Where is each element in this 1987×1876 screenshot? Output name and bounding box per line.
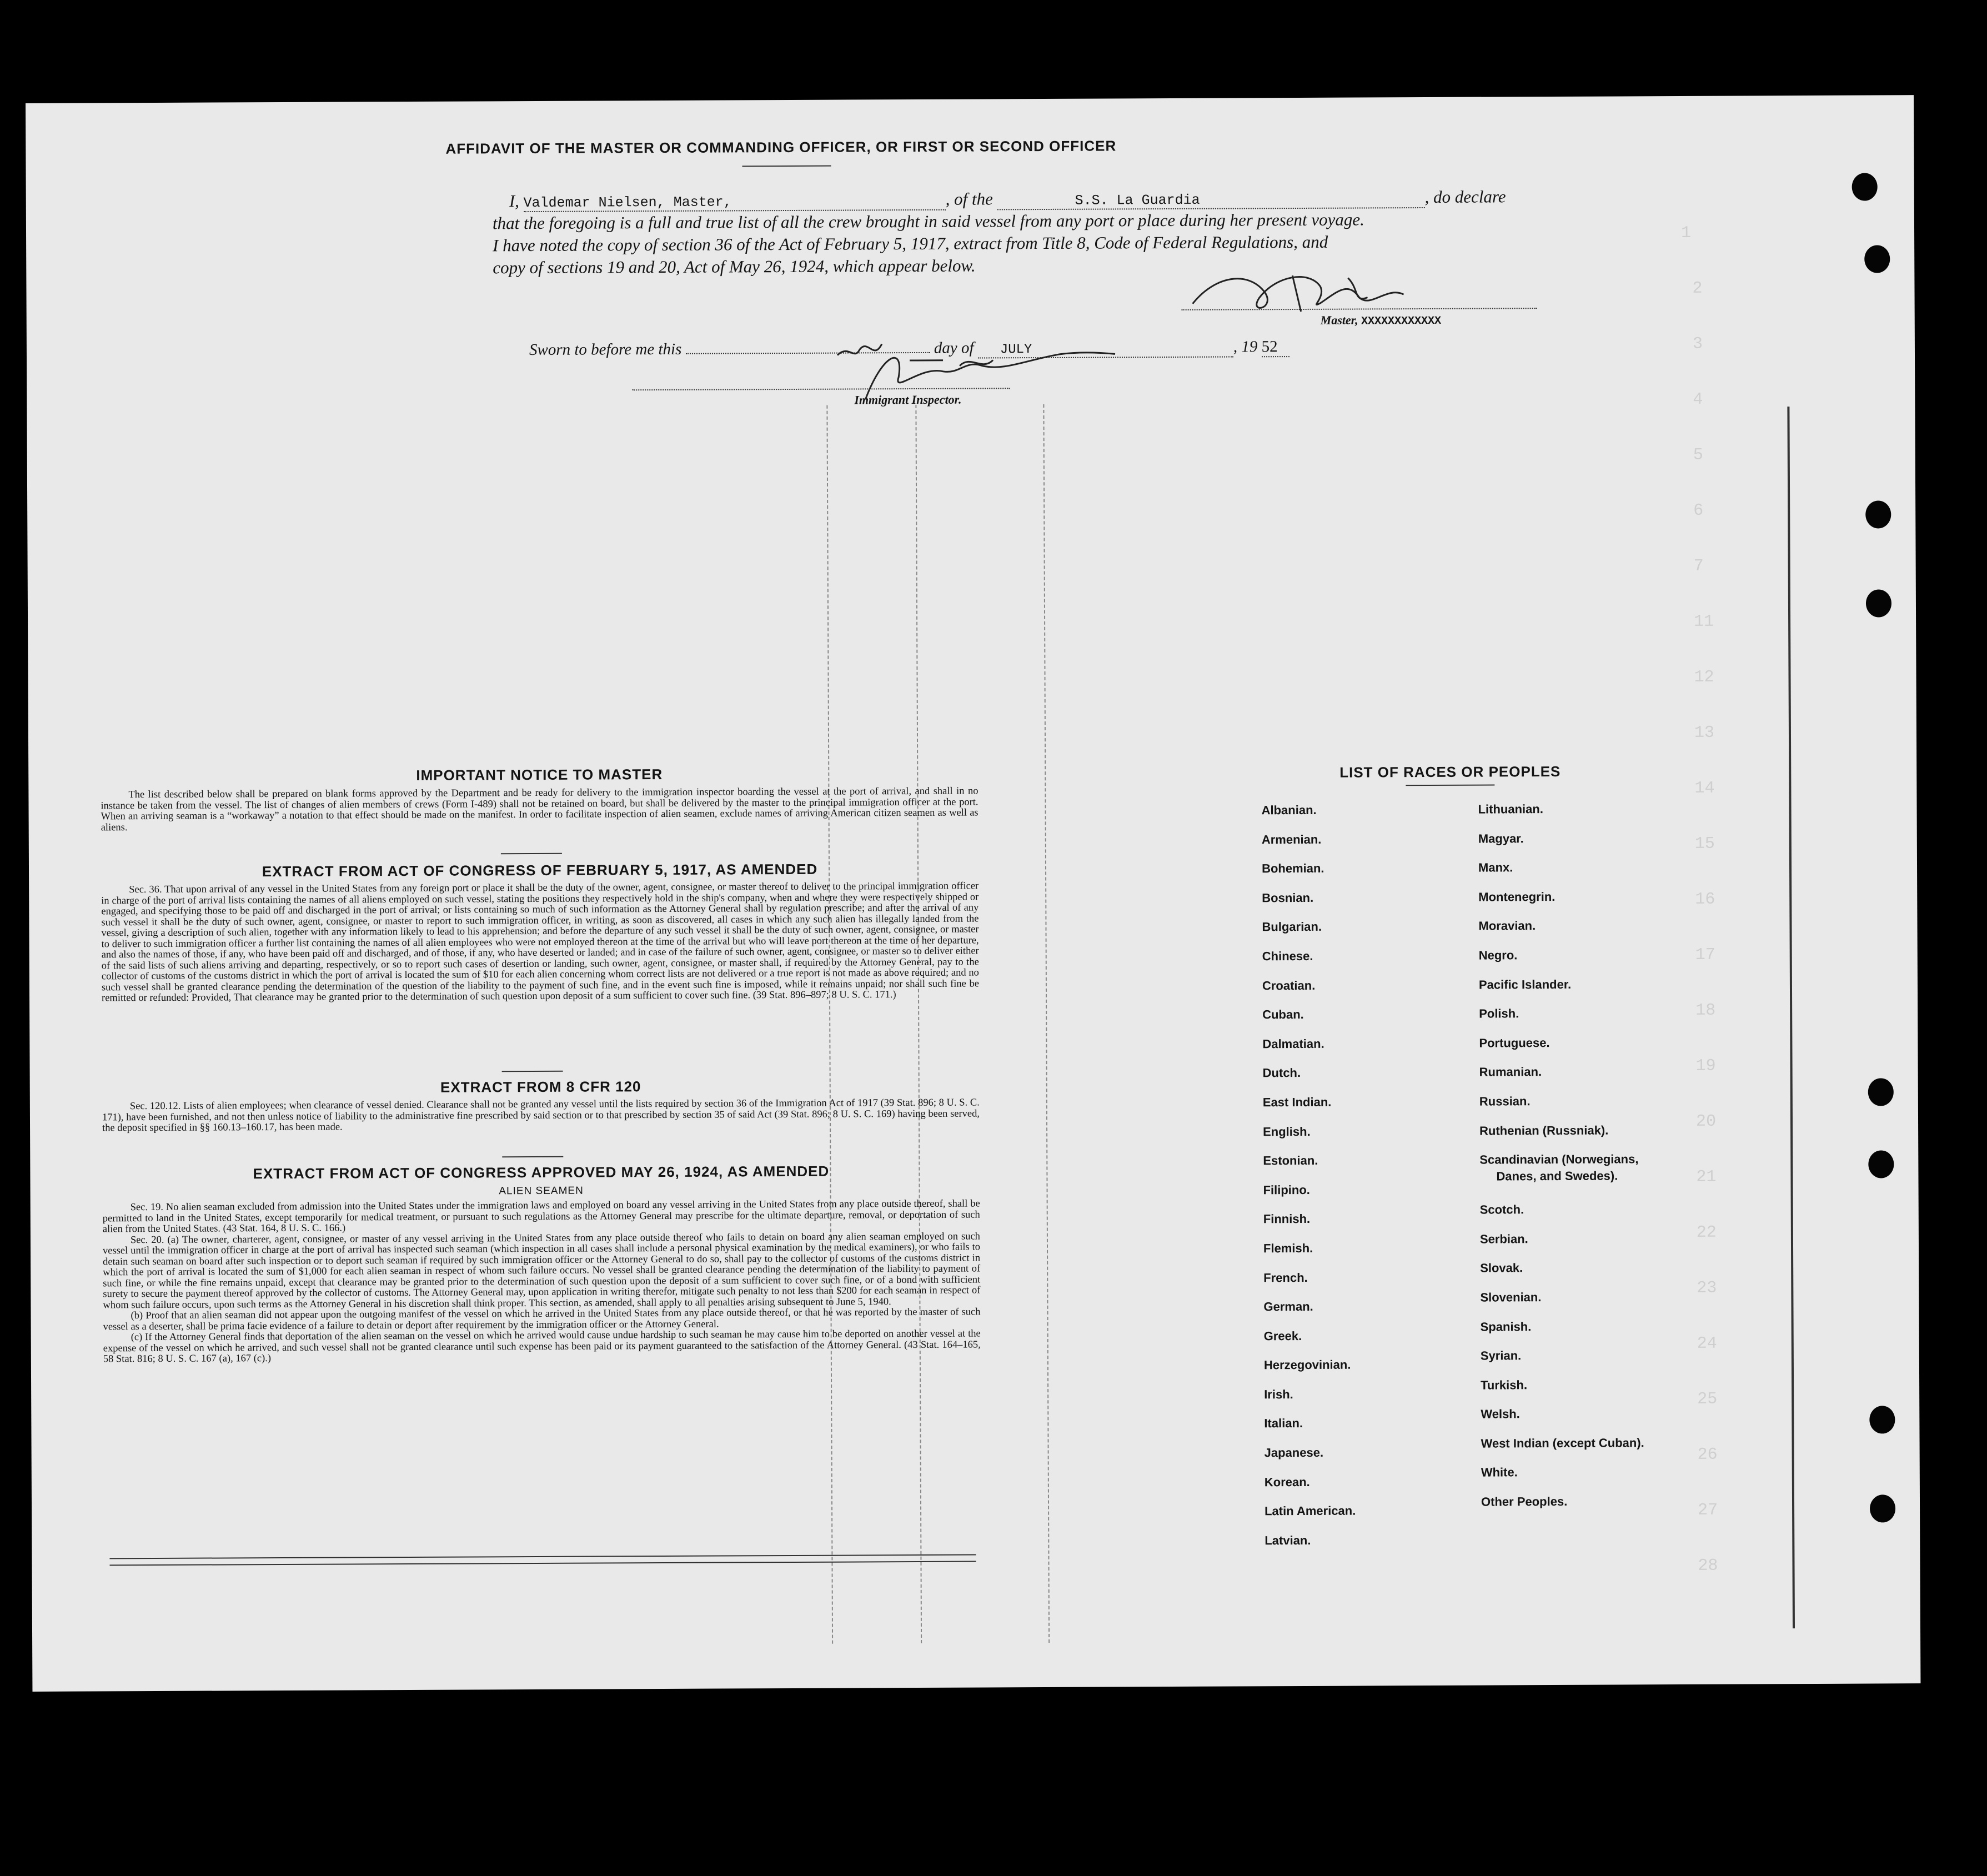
notice-text: The list described below shall be prepared on blank forms approved by the Department and be ready for delivery to the immigration inspector boarding the vessel at the port of arrival, and shall in no instance be taken from the vessel. The list of changes of alien members of crews (Form I-489) shall not be retained on board, but shall be delivered by the master to the principal immigration officer at the port. When an arriving seaman is a “workaway” a notation to that effect should be made on the manifest. In order to facilitate inspection of alien seamen, exclude names of arriving American citizen seamen as well as aliens. [101, 785, 979, 833]
race-item: Croatian. [1262, 978, 1316, 992]
cfr-text: Sec. 120.12. Lists of alien employees; when clearance of vessel denied. Clearance shall not be granted any vessel until the lists required by section 36 of the Immigration Act of 1917 (39 Stat. 896; 8 U. S. C. 171), have been furnished, and not then unless notice of liability to the administrative fine prescribed by said section or to that prescribed by section 35 of said Act (39 Stat. 896; 8 U. S. C. 169) having been served, the deposit specified in §§ 160.13–160.17, has been made. [102, 1097, 980, 1134]
affidavit-line-4: copy of sections 19 and 20, Act of May 26, 1924, which appear below. [493, 255, 976, 278]
sworn-text: Sworn to before me this [529, 340, 682, 359]
column-rule [826, 405, 833, 1644]
sec19-text: Sec. 19. No alien seaman excluded from admission into the United States under the immigration laws and employed on board any vessel arriving in the United States from any place outside thereof, shall be permitted to land in the United States, except temporarily for medical treatment, or pursuant to such regulations as the Attorney General may prescribe for the ultimate departure, removal, or deportation of such alien from the United States. (43 Stat. 164, 8 U. S. C. 166.) [102, 1198, 980, 1235]
divider [502, 1156, 563, 1157]
race-item: Other Peoples. [1481, 1494, 1568, 1509]
race-item: Montenegrin. [1478, 889, 1556, 904]
master-caption [1321, 313, 1442, 328]
race-item: Cuban. [1262, 1007, 1304, 1022]
column-rule [1787, 407, 1795, 1628]
inspector-caption: Immigrant Inspector. [854, 392, 962, 407]
race-item: Armenian. [1261, 832, 1322, 846]
race-item: Herzegovinian. [1263, 1357, 1351, 1372]
sec20a-text: Sec. 20. (a) The owner, charterer, agent, consignee, or master of any vessel arriving in the United States from any place outside thereof who fails to detain on board any alien seaman employed on such vessel until the immigration officer in charge at the port of arrival has inspected such seaman (which inspection in all cases shall include a personal physical examination by the medical examiners), or who fails to detain such seaman on board after such inspection or to deport such seaman if required by such immigration officer or the Attorney General to do so, shall pay to the collector of customs of the customs district in which the port of arrival is located the sum of $1,000 for each alien seaman in respect of whom such failure occurs. No vessel shall be granted clearance pending the determination of the liability to payment of such fine, or while the fine remains unpaid, except that clearance may be granted prior to the determination of such question upon the deposit of a sum sufficient to cover such fine, or of a bond with sufficient surety to secure the payment thereof approved by the collector of customs. The Attorney General may, upon application in writing therefor, mitigate such penalty to not less than $200 for each seaman in respect of whom such failure occurs, upon such terms as the Attorney General in his discretion shall think proper. This section, as amended, shall apply to all penalties arising subsequent to June 5, 1940. [102, 1231, 981, 1311]
race-item: Latin American. [1265, 1503, 1356, 1518]
binder-hole [1868, 1078, 1894, 1106]
race-item: Greek. [1263, 1328, 1302, 1343]
divider [501, 853, 562, 854]
sec20c-text: (c) If the Attorney General finds that deportation of the alien seaman on the vessel on which he arrived would cause undue hardship to such seaman he may cause him to be deported on another vessel at the expense of the vessel on which he arrived, and such vessel shall not be granted clearance until such expense has been paid or its payment guaranteed to the satisfaction of the Attorney General. (43 Stat. 164–165, 58 Stat. 816; 8 U. S. C. 167 (a), 167 (c).) [103, 1328, 981, 1365]
bottom-rule [109, 1561, 976, 1566]
race-item: German. [1263, 1299, 1313, 1314]
race-item: Pacific Islander. [1478, 977, 1572, 992]
race-item: Slovenian. [1480, 1290, 1542, 1305]
race-item: Manx. [1478, 860, 1513, 875]
sec20b-text: (b) Proof that an alien seaman did not appear upon the outgoing manifest of the vessel on which he arrived in the United States from any place outside thereof, or that he was reported by the master of such vessel as a deserter, shall be prima facie evidence of a failure to detain or deport after requirement by the immigration officer or the Attorney General. [103, 1306, 981, 1332]
year-value: 52 [1261, 338, 1289, 357]
race-item: Turkish. [1481, 1377, 1528, 1392]
extract-1924-body [103, 1199, 981, 1365]
month-value: JULY [978, 342, 1233, 359]
bottom-rule [109, 1554, 976, 1559]
race-item: Russian. [1479, 1094, 1531, 1108]
column-rule [915, 405, 922, 1643]
affidavit-line-2: that the foregoing is a full and true list of all the crew brought in said vessel from any port or place during her present voyage. [492, 209, 1364, 233]
race-item: Irish. [1264, 1387, 1293, 1402]
extract-1917-text: Sec. 36. That upon arrival of any vessel in the United States from any foreign port or place it shall be the duty of the owner, agent, consignee, or master thereof to deliver to the principal immigration officer in charge of the port of arrival lists containing the names of all aliens employed on such vessel, stating the positions they respectively hold in the ship's company, when and where they were respectively shipped or engaged, and specifying those to be paid off and discharged in the port of arrival; or lists containing so much of such information as the Attorney General shall by regulation prescribe; and after the arrival of any such vessel it shall be the duty of such owner, agent, consignee, or master to report to such immigration officer, in writing, as soon as discovered, all cases in which any such alien has illegally landed from the vessel, giving a description of such alien, together with any information likely to lead to his apprehension; and before the departure of any such vessel it shall be the duty of such owner, agent, consignee, or master to deliver to such immigration officer a further list containing the names of all alien employees who were not employed thereon at the time of the arrival but who will leave port thereon at the time of her departure, and also the names of those, if any, who have been paid off and discharged, and of those, if any, who have deserted or landed; and in case of the failure of such owner, agent, consignee, or master so to deliver either of the said lists of such aliens arriving and departing, respectively, or so to report such cases of desertion or landing, such owner, agent, consignee, or master shall, if required by the Attorney General, pay to the collector of customs of the customs district in which the port of arrival is located the sum of $10 for each alien concerning whom correct lists are not delivered or a true report is not made as above required; and no such vessel shall be granted clearance pending the determination of the question of the liability to the payment of such fine, and in the event such fine is imposed, while it remains unpaid; nor shall such fine be remitted or refunded: Provided, That clearance may be granted prior to the determination of such question upon deposit of a sum sufficient to cover such fine. (39 Stat. 896–897; 8 U. S. C. 171.) [101, 880, 979, 1004]
race-item: Portuguese. [1479, 1035, 1550, 1050]
vessel-name: S.S. La Guardia [997, 191, 1425, 210]
race-item: Spanish. [1480, 1319, 1532, 1334]
race-item: White. [1481, 1465, 1518, 1480]
races-column-2 [1478, 801, 1645, 1524]
binder-hole [1870, 1494, 1895, 1522]
race-item: Chinese. [1262, 949, 1313, 964]
race-item: Estonian. [1263, 1153, 1318, 1168]
race-item: Ruthenian (Russniak). [1479, 1123, 1609, 1138]
race-item: West Indian (except Cuban). [1481, 1436, 1644, 1451]
race-item: Magyar. [1478, 831, 1524, 846]
race-item: East Indian. [1262, 1095, 1332, 1110]
affidavit-title: AFFIDAVIT OF THE MASTER OR COMMANDING OFFICER, OR FIRST OR SECOND OFFICER [445, 137, 1117, 157]
race-item: Latvian. [1265, 1533, 1311, 1548]
column-rule [1043, 404, 1050, 1643]
race-item: Finnish. [1263, 1212, 1311, 1226]
race-item: Welsh. [1481, 1407, 1520, 1421]
race-item: Bulgarian. [1262, 920, 1322, 934]
race-item: Slovak. [1480, 1261, 1523, 1275]
race-item: Danes, and Swedes). [1496, 1168, 1618, 1183]
binder-hole [1868, 1150, 1894, 1178]
extract-1917-body [101, 881, 979, 1004]
race-item: Negro. [1478, 948, 1518, 962]
race-item: Flemish. [1263, 1241, 1313, 1256]
cfr-title: EXTRACT FROM 8 CFR 120 [440, 1078, 641, 1096]
day-of-text: day of [934, 339, 974, 357]
race-item: Dutch. [1262, 1066, 1301, 1080]
affidavit-line-1 [509, 187, 1506, 212]
cfr-body [102, 1098, 980, 1134]
race-item: Bosnian. [1262, 890, 1314, 905]
binder-hole [1852, 173, 1878, 200]
race-item: Lithuanian. [1478, 802, 1543, 816]
race-item: Albanian. [1261, 802, 1317, 817]
binder-hole [1866, 589, 1891, 617]
race-item: Polish. [1479, 1006, 1519, 1021]
binder-hole [1864, 245, 1890, 273]
master-name: Valdemar Nielsen, Master, [524, 193, 946, 212]
affidavit-i: I, [509, 191, 519, 211]
year-prefix: , 19 [1233, 338, 1258, 356]
document-page: 1 2 3 4 5 6 7 11 12 13 14 15 16 17 18 19 20 21 22 23 24 25 26 27 28 AFFIDAVIT OF THE MASTER OR COMMANDING OFFICER, OR FIRST OR SECOND OFFICER I, Valdemar Nielsen, Master, , of the S.S. La Guardia , do declare that the foregoing is a full and true list of all the crew brought in said vessel from any port or place during her present voyage. I have noted the copy of section 36 of the Act of February 5, 1917, extract from Title 8, Code of Federal Regulations, and copy of sections 19 and 20, Act of May 26, 1924, which appear below. Master, XXXXXXXXXXXX Sworn to before me this day of JULY , 19 52 Immigrant Inspector. IMPORTANT NOTICE TO MASTER The list described below shall be prepared on blank forms approved by the Department and be ready for delivery to the immigration inspector boarding the vessel at the port of arrival, and shall in no instance be taken from the vessel. The list of changes of alien members of crews (Form I-489) shall not be retained on board, but shall be delivered by the master to the principal immigration officer at the port. When an arriving seaman is a “workaway” a notation to that effect should be made on the manifest. In order to facilitate inspection of alien seamen, exclude names of arriving American citizen seamen as well as aliens. EXTRACT FROM ACT OF CONGRESS OF FEBRUARY 5, 1917, AS AMENDED Sec. 36. That upon arrival of any vessel in the United States from any foreign port or place it shall be the duty of the owner, agent, consignee, or master thereof to deliver to the principal immigration officer in charge of the port of arrival lists containing the names of all aliens employed on such vessel, stating the positions they respectively hold in the ship's company, when and where they were respectively shipped or engaged, and specifying those to be paid off and discharged in the port of arrival; or lists containing so much of such information as the Attorney General shall by regulation prescribe; and after the arrival of any such vessel it shall be the duty of such owner, agent, consignee, or master to report to such immigration officer, in writing, as soon as discovered, all cases in which any such alien has illegally landed from the vessel, giving a description of such alien, together with any information likely to lead to his apprehension; and before the departure of any such vessel it shall be the duty of such owner, agent, consignee, or master to deliver to such immigration officer a further list containing the names of all alien employees who were not employed thereon at the time of the arrival but who will leave port thereon at the time of her departure, and also the names of those, if any, who have been paid off and discharged, and of those, if any, who have deserted or landed; and in case of the failure of such owner, agent, consignee, or master so to deliver either of the said lists of such aliens arriving and departing, respectively, or so to report such cases of desertion or landing, such owner, agent, consignee, or master shall, if required by the Attorney General, pay to the collector of customs of the customs district in which the port of arrival is located the sum of $10 for each alien concerning whom correct lists are not delivered or a true report is not made as above required; and no such vessel shall be granted clearance pending the determination of the question of the liability to the payment of such fine, and in the event such fine is imposed, while it remains unpaid; nor shall such fine be remitted or refunded: Provided, That clearance may be granted prior to the determination of such question upon deposit of a sum sufficient to cover such fine. (39 Stat. 896–897; 8 U. S. C. 171.) EXTRACT FROM 8 CFR 120 Sec. 120.12. Lists of alien employees; when clearance of vessel denied. Clearance shall not be granted any vessel until the lists required by section 36 of the Immigration Act of 1917 (39 Stat. 896; 8 U. S. C. 171), have been furnished, and not then unless notice of liability to the administrative fine prescribed by said section or to that prescribed by section 35 of said Act (39 Stat. 896; 8 U. S. C. 169) having been served, the deposit specified in §§ 160.13–160.17, has been made. EXTRACT FROM ACT OF CONGRESS APPROVED MAY 26, 1924, AS AMENDED ALIEN SEAMEN Sec. 19. No alien seaman excluded from admission into the United States under the immigration laws and employed on board any vessel arriving in the United States from any place outside thereof, shall be permitted to land in the United States, except temporarily for medical treatment, or pursuant to such regulations as the Attorney General may prescribe for the ultimate departure, removal, or deportation of such alien from the United States. (43 Stat. 164, 8 U. S. C. 166.) Sec. 20. (a) The owner, charterer, agent, consignee, or master of any vessel arriving in the United States from any place outside thereof who fails to detain on board any alien seaman employed on such vessel until the immigration officer in charge at the port of arrival has inspected such seaman (which inspection in all cases shall include a personal physical examination by the medical examiners), or who fails to detain such seaman on board after such inspection or to deport such seaman if required by such immigration officer or the Attorney General to do so, shall pay to the collector of customs of the customs district in which the port of arrival is located the sum of $1,000 for each alien seaman in respect of whom such failure occurs. No vessel shall be granted clearance pending the determination of the liability to payment of such fine, or while the fine remains unpaid, except that clearance may be granted prior to the determination of such question upon the deposit of a sum sufficient to cover such fine, or of a bond with sufficient surety to secure the payment thereof approved by the collector of customs. The Attorney General may, upon application in writing therefor, mitigate such penalty to not less than $200 for each seaman in respect of whom such failure occurs, upon such terms as the Attorney General in his discretion shall think proper. This section, as amended, shall apply to all penalties arising subsequent to June 5, 1940. (b) Proof that an alien seaman did not appear upon the outgoing manifest of the vessel on which he arrived in the United States from any place outside thereof, or that he was reported by the master of such vessel as a deserter, shall be prima facie evidence of a failure to detain or deport after requirement by the immigration officer or the Attorney General. (c) If the Attorney General finds that deportation of the alien seaman on the vessel on which he arrived would cause undue hardship to such seaman he may cause him to be deported on another vessel at the expense of the vessel on which he arrived, and such vessel shall not be granted clearance until such expense has been paid or its payment guaranteed to the satisfaction of the Attorney General. (43 Stat. 164–165, 58 Stat. 816; 8 U. S. C. 167 (a), 167 (c).) LIST OF RACES OR PEOPLES Albanian. Armenian. Bohemian. Bosnian. Bulgarian. Chinese. Croatian. Cuban. Dalmatian. Dutch. East Indian. English. Estonian. Filipino. Finnish. Flemish. French. German. Greek. Herzegovinian. Irish. Italian. Japanese. Korean. Latin American. Latvian. Lithuanian. Magyar. Manx. Montenegrin. Moravian. Negro. Pacific Islander. Polish. Portuguese. Rumanian. Russian. Ruthenian (Russniak). Scandinavian (Norwegians, Danes, and Swedes). Scotch. Serbian. Slovak. Slovenian. Spanish. Syrian. Turkish. Welsh. West Indian (except Cuban). White. Other Peoples. [26, 95, 1920, 1692]
race-item: Serbian. [1479, 1231, 1528, 1246]
race-item: Bohemian. [1261, 861, 1324, 876]
race-item: Syrian. [1480, 1348, 1522, 1363]
binder-hole [1865, 500, 1891, 528]
title-underline [742, 165, 831, 167]
race-item: Rumanian. [1479, 1065, 1542, 1079]
do-declare-text: , do declare [1424, 187, 1506, 207]
master-struck-text: XXXXXXXXXXXX [1361, 314, 1442, 328]
of-the-text: , of the [945, 189, 993, 209]
master-caption-text: Master, [1320, 313, 1358, 327]
races-column-1 [1262, 803, 1356, 1563]
extract-1924-subtitle: ALIEN SEAMEN [499, 1185, 584, 1197]
race-item: Moravian. [1478, 919, 1536, 933]
races-title: LIST OF RACES OR PEOPLES [1339, 763, 1561, 781]
notice-title: IMPORTANT NOTICE TO MASTER [416, 766, 663, 784]
race-item: Korean. [1264, 1474, 1310, 1489]
race-item: Filipino. [1263, 1182, 1310, 1197]
affidavit-line-3: I have noted the copy of section 36 of the Act of February 5, 1917, extract from Title 8, Code of Federal Regulations, and [493, 232, 1328, 255]
extract-1917-title: EXTRACT FROM ACT OF CONGRESS OF FEBRUARY 5, 1917, AS AMENDED [262, 860, 818, 880]
extract-1924-title: EXTRACT FROM ACT OF CONGRESS APPROVED MAY 26, 1924, AS AMENDED [253, 1162, 830, 1182]
race-item: Dalmatian. [1262, 1036, 1324, 1051]
notice-body [101, 786, 978, 834]
race-item: Scandinavian (Norwegians, [1479, 1152, 1639, 1167]
race-item: Scotch. [1479, 1202, 1524, 1217]
race-item: English. [1263, 1124, 1311, 1138]
divider [502, 1071, 563, 1072]
race-item: Japanese. [1264, 1445, 1324, 1460]
binder-hole [1869, 1406, 1895, 1433]
races-underline [1406, 784, 1494, 786]
race-item: Italian. [1264, 1416, 1303, 1431]
race-item: French. [1263, 1270, 1308, 1285]
